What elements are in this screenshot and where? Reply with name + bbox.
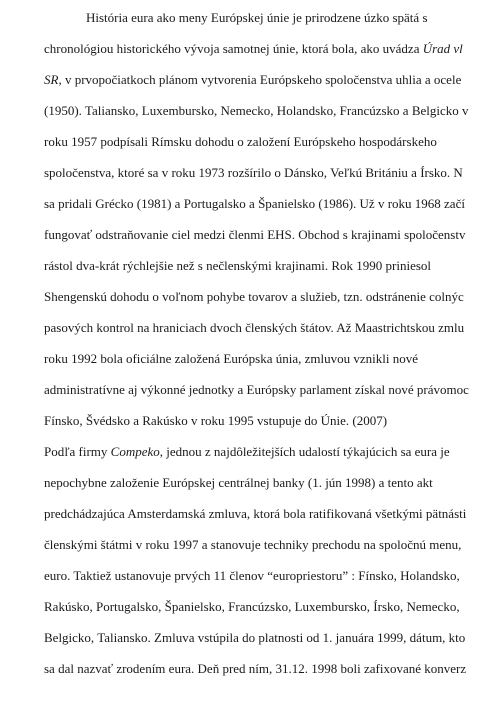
paragraph-1-line: pasových kontrol na hraniciach dvoch členských štátov. Až Maastrichtskou zmlu [44, 320, 465, 335]
paragraph-1-line: rástol dva-krát rýchlejšie než s nečlenskými krajinami. Rok 1990 priniesol [44, 258, 432, 273]
paragraph-1-line: Fínsko, Švédsko a Rakúsko v roku 1995 vstupuje do Únie. (2007) [44, 413, 388, 428]
paragraph-1-line [44, 41, 463, 57]
line-text: chronológiou historického vývoja samotnej únie, ktorá bola, ako uvádza [44, 41, 423, 56]
line-text: , jednou z najdôležitejších udalostí týkajúcich sa eura je [159, 444, 450, 459]
paragraph-1-line: roku 1992 bola oficiálne založená Európska únia, zmluvou vznikli nové [44, 351, 418, 366]
paragraph-2-line: Belgicko, Taliansko. Zmluva vstúpila do platnosti od 1. januára 1999, dátum, kto [44, 630, 466, 645]
paragraph-2-line: nepochybne založenie Európskej centrálnej banky (1. jún 1998) a tento akt [44, 475, 433, 490]
paragraph-1-line: Shengenskú dohodu o voľnom pohybe tovarov a služieb, tzn. odstránenie colnýc [44, 289, 464, 304]
paragraph-1-line [44, 72, 461, 88]
paragraph-2-line [44, 444, 450, 460]
italic-source: Úrad vl [422, 41, 463, 56]
italic-source: SR [44, 72, 59, 87]
line-text: Podľa firmy [44, 444, 111, 459]
paragraph-2-line: členskými štátmi v roku 1997 a stanovuje techniky prechodu na spoločnú menu, [44, 537, 462, 552]
paragraph-2-line: euro. Taktiež ustanovuje prvých 11 členov “europriestoru” : Fínsko, Holandsko, [44, 568, 460, 583]
paragraph-2-line: sa dal nazvať zrodením eura. Deň pred ním, 31.12. 1998 boli zafixované konverz [44, 661, 467, 676]
line-text: , v prvopočiatkoch plánom vytvorenia Európskeho spoločenstva uhlia a ocele [58, 72, 462, 87]
paragraph-2-line: Rakúsko, Portugalsko, Španielsko, Francúzsko, Luxembursko, Írsko, Nemecko, [44, 599, 460, 614]
italic-source: Compeko [110, 444, 160, 459]
paragraph-1-line: administratívne aj výkonné jednotky a Európsky parlament získal nové právomoc [44, 382, 469, 397]
paragraph-1-line: spoločenstva, ktoré sa v roku 1973 rozšírilo o Dánsko, Veľkú Britániu a Írsko. N [44, 165, 463, 180]
paragraph-1-line: sa pridali Grécko (1981) a Portugalsko a Španielsko (1986). Už v roku 1968 začí [44, 196, 465, 211]
paragraph-1-line: História eura ako meny Európskej únie je prirodzene úzko spätá s [86, 10, 428, 25]
paragraph-2-line: predchádzajúca Amsterdamská zmluva, ktorá bola ratifikovaná všetkými pätnásti [44, 506, 467, 521]
paragraph-1-line: fungovať odstraňovanie ciel medzi členmi EHS. Obchod s krajinami spoločenstv [44, 227, 466, 242]
paragraph-1-line: roku 1957 podpísali Rímsku dohodu o založení Európskeho hospodárskeho [44, 134, 437, 149]
paragraph-1-line: (1950). Taliansko, Luxembursko, Nemecko, Holandsko, Francúzsko a Belgicko v [44, 103, 469, 118]
